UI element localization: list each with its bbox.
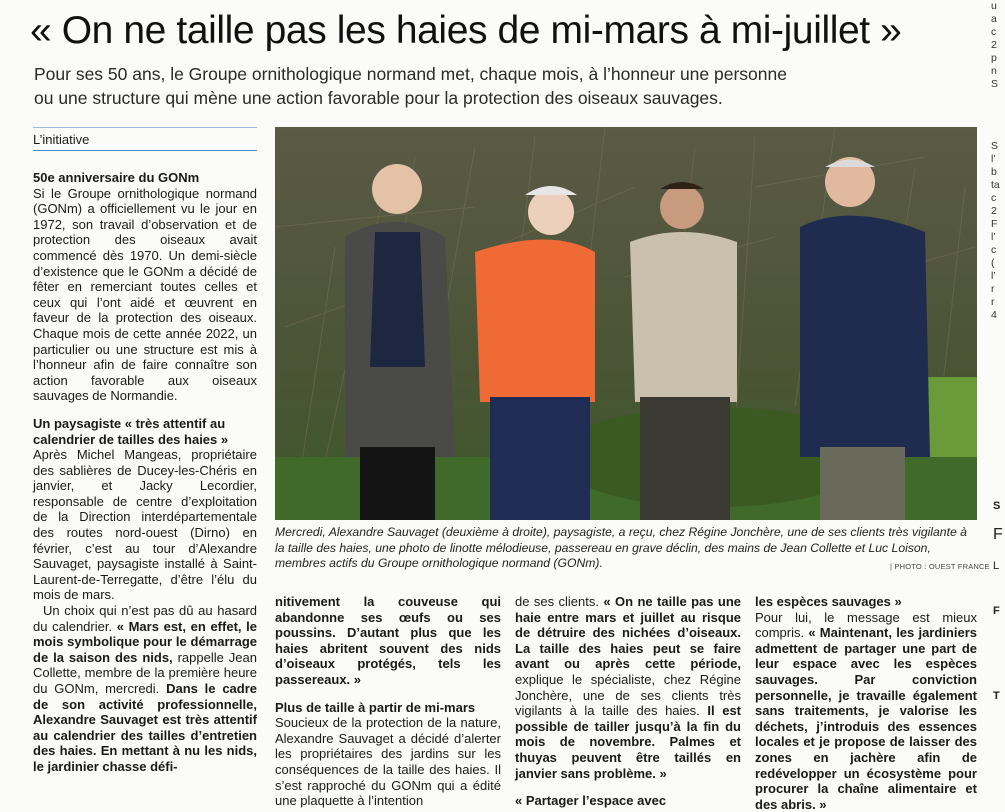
quote-run: « Mars est, en effet, le mois symbolique pour le démarrage de la saison des nids, [33,618,257,665]
rubric-top-rule [33,127,257,128]
paragraph-message [755,610,977,812]
article-column-2 [275,594,501,809]
paragraph-anniversary: Si le Groupe ornithologique normand (GONm) a officiellement vu le jour en 1972, son travail d’observation et de protection des oiseaux avait commencé dès 1970. Un demi-siècle d’existence que le GONm a décidé de fêter en remerciant toutes celles et ceux qui l’ont aidé et œuvrent en faveur de la protection des oiseaux. Chaque mois de cette année 2022, un particulier ou une structure est mis à l’honneur afin de faire connaître son action favorable aux oiseaux sauvages de Normandie. [33,185,257,404]
paragraph-soucieux: Soucieux de la protection de la nature, Alexandre Sauvaget a décidé d’alerter les propriétaires des jardins sur les conséquences de la taille des haies. Il s’est rapproché du GONm qui a édité une plaquette à l’intention [275,715,501,809]
text-run: Un choix qui n’est pas dû au hasard du calendrier. [33,603,257,634]
subtitle [34,62,934,110]
paragraph-hasard [33,603,257,775]
article-column-4 [755,594,977,812]
garden-photo-illustration [275,127,977,520]
subtitle-line-2: ou une structure qui mène une action favorable pour la protection des oiseaux sauvages. [34,88,723,108]
quote-run: « Maintenant, les jardiniers admettent de partager une part de leur espace avec les espèces sauvages. Par conviction personnelle, je travaille également sans traitements, je valorise les déchets, j’introduis des essences locales et je propose de laisser des zones en jachère afin de redévelopper un écosystème pour procurer la chaîne alimentaire et des abris. » [755,625,977,812]
subheading-partager: « Partager l’espace avec [515,793,667,809]
adjacent-column-fragment-t: T [993,690,1000,702]
adjacent-column-fragment-top: u a c 2 p n S [991,0,999,90]
photo-credit: | PHOTO : OUEST FRANCE [890,562,990,571]
article-photo [275,127,977,520]
quote-run: Dans le cadre de son activité professionnelle, Alexandre Sauvaget est très attentif au calendrier des tailles d’entretien des haies. En mettant à nu les nids, le jardinier chasse défi- [33,681,258,774]
adjacent-column-fragment-f2: F [993,605,1000,617]
adjacent-column-fragment-s: S [993,500,1001,512]
adjacent-column-fragment-l: L [993,560,1000,572]
subheading-mi-mars: Plus de taille à partir de mi-mars [275,699,476,715]
paragraph-couveuse: nitivement la couveuse qui abandonne ses œufs ou ses poussins. D’autant plus que les haies abritent souvent des nids d’oiseaux protégés, tels les passereaux. » [275,594,501,687]
subtitle-line-1: Pour ses 50 ans, le Groupe ornithologique normand met, chaque mois, à l’honneur une personne [34,64,787,84]
text-run: rappelle Jean Collette, membre de la première heure du GONm, mercredi. [33,649,257,696]
adjacent-column-fragment-middle: S l’ b ta c 2 F l’ c ( l’ r r 4 [991,140,1000,321]
paragraph-mangeas: Après Michel Mangeas, propriétaire des sablières de Ducey-les-Chéris en janvier, et Jacky Lecordier, responsable de centre d’exploitation de la Direction interdépartementale des routes nord-ouest (Dirno) en février, c’est au tour d’Alexandre Sauvaget, paysagiste installé à Saint-Laurent-de-Terregatte, d’être l’élu du mois de mars. [33,447,257,603]
text-run: Pour lui, le message est mieux compris. [755,609,977,641]
paragraph-clients [515,594,741,781]
text-run: de ses clients. [515,594,604,609]
subheading-paysagiste: Un paysagiste « très attentif au calendrier de tailles des haies » [33,415,229,447]
headline: « On ne taille pas les haies de mi-mars à mi-juillet » [30,9,902,52]
photo-caption: Mercredi, Alexandre Sauvaget (deuxième à droite), paysagiste, a reçu, chez Régine Jonchère, une de ses clients très vigilante à la taille des haies, une photo de linotte mélodieuse, passereau en grave déclin, des mains de Jean Collette et Luc Loison, membres actifs du Groupe ornithologique normand (GONm). [275,525,967,571]
subheading-especes: les espèces sauvages » [755,594,902,609]
rubric-label: L’initiative [33,132,257,151]
quote-run: Il est possible de tailler jusqu’à la fin du mois de novembre. Palmes et thuyas peuvent être taillés en janvier sans problème. » [515,703,741,781]
article-column-1 [33,170,257,775]
quote-run: « On ne taille pas une haie entre mars et juillet au risque de détruire des nichées d’oiseaux. La taille des haies peut se faire avant ou après cette période, [515,594,741,672]
article-column-3 [515,594,741,809]
adjacent-column-fragment-f: F [993,526,1003,543]
subheading-anniversary: 50e anniversaire du GONm [33,170,200,185]
text-run: explique le spécialiste, chez Régine Jonchère, une de ses clients très vigilants à la taille des haies. [515,671,741,719]
